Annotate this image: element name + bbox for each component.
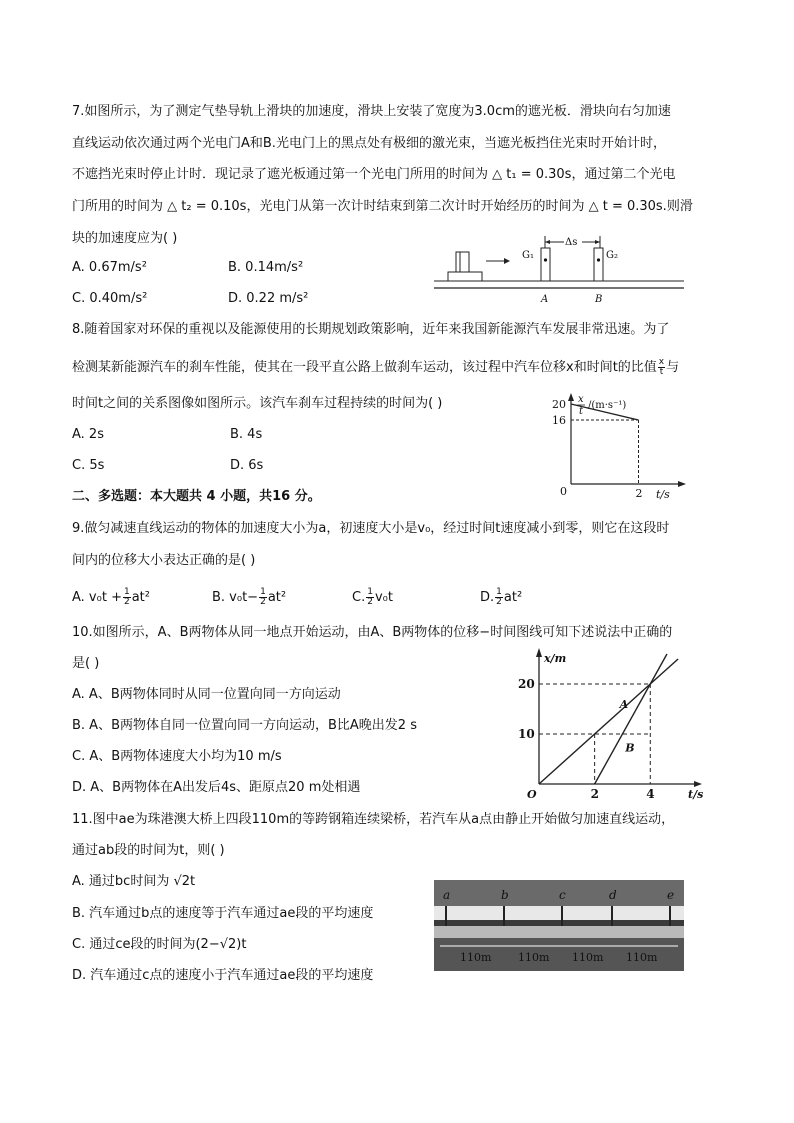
q9-opt-a-frac [123, 588, 131, 607]
q9-opt-c-tail: v₀t [374, 590, 393, 605]
q9-option-a[interactable] [72, 588, 150, 607]
q9-opt-d-frac [495, 588, 503, 607]
q9-line-2: 间内的位移大小表达正确的是( ) [72, 553, 256, 568]
q10-xt-chart [512, 646, 712, 804]
bridge-drawing [434, 880, 684, 971]
q7-line-3: 不遮挡光束时停止计时．现记录了遮光板通过第一个光电门所用的时间为 △ t₁ = 0.30s，通过第二个光电 [72, 167, 676, 182]
q11-line-1: 11.图中ae为珠港澳大桥上四段110m的等跨钢箱连续梁桥，若汽车从a点由静止开始做匀加速直线运动， [72, 812, 675, 827]
delta-s-label: Δs [565, 237, 578, 248]
q11-line-2: 通过ab段的时间为t，则( ) [72, 843, 225, 858]
half-den: 2 [123, 597, 130, 607]
q11-option-a[interactable]: A. 通过bc时间为 √2t [72, 874, 196, 889]
q7-airtrack-figure [434, 232, 690, 304]
q9-option-c[interactable] [352, 588, 393, 607]
g1-label: G₁ [522, 250, 534, 261]
q8-ratio-den: t [659, 367, 664, 377]
q8-option-c[interactable]: C. 5s [72, 458, 105, 473]
g2-label: G₂ [606, 250, 618, 261]
q9-option-d[interactable] [480, 588, 522, 607]
q8-option-b[interactable]: B. 4s [230, 427, 263, 442]
q7-option-a[interactable]: A. 0.67m/s² [72, 260, 147, 275]
bridge-span-label-3: 110m [626, 951, 658, 964]
q8-ylabel-num: x [578, 394, 584, 405]
q7-line-2: 直线运动依次通过两个光电门A和B.光电门上的黑点处有极细的激光束，当遮光板挡住光束时开始计时， [72, 136, 666, 151]
q7-option-d[interactable]: D. 0.22 m/s² [228, 291, 309, 306]
q9-option-b[interactable] [212, 588, 286, 607]
q9-opt-b-text: B. v₀t− [212, 590, 259, 605]
q8-option-d[interactable]: D. 6s [230, 458, 264, 473]
section-2-heading: 二、多选题：本大题共 4 小题，共16 分。 [72, 489, 321, 504]
q8-y-tick-1: 20 [552, 398, 566, 411]
half-num: 1 [496, 587, 502, 597]
bridge-span-label-1: 110m [518, 951, 550, 964]
q7-line-4: 门所用的时间为 △ t₂ = 0.10s，光电门从第一次计时结束到第二次计时开始经历的时间为 △ t = 0.30s.则滑 [72, 199, 693, 214]
q8-line-1: 8.随着国家对环保的重视以及能源使用的长期规划政策影响，近年来我国新能源汽车发展非常迅速。为了 [72, 322, 670, 337]
q10-series-B [595, 654, 667, 784]
q9-opt-c-text: C. [352, 590, 366, 605]
bridge-span-label-2: 110m [572, 951, 604, 964]
q10-y-tick-0: 10 [518, 727, 535, 741]
q8-x-tick-0: 2 [635, 487, 643, 500]
q10-option-a[interactable]: A. A、B两物体同时从同一位置向同一方向运动 [72, 687, 341, 702]
q8-origin-label: 0 [560, 485, 567, 498]
q7-option-b[interactable]: B. 0.14m/s² [228, 260, 304, 275]
gate-a-label: A [541, 294, 549, 305]
bridge-point-e: e [667, 888, 675, 902]
q8-ylabel-unit: /(m·s⁻¹) [588, 400, 627, 411]
half-den: 2 [260, 597, 266, 607]
q9-opt-b-tail: at² [267, 590, 287, 605]
q9-opt-d-tail: at² [503, 590, 523, 605]
q8-line-2-text: 检测某新能源汽车的刹车性能，使其在一段平直公路上做刹车运动，该过程中汽车位移x和时间t的比值 [72, 360, 657, 375]
q10-y-arrow [536, 648, 542, 657]
q7-line-5: 块的加速度应为( ) [72, 231, 178, 246]
q10-x-tick-1: 4 [646, 787, 655, 801]
bridge-point-b: b [501, 888, 509, 902]
q10-origin-label: O [527, 788, 537, 801]
bridge-point-c: c [559, 888, 566, 902]
q10-x-arrow [694, 781, 702, 787]
q8-xt-chart [550, 392, 690, 502]
q9-line-1: 9.做匀减速直线运动的物体的加速度大小为a，初速度大小是v₀，经过时间t速度减小到零，则它在这段时 [72, 521, 670, 536]
bridge-point-d: d [609, 888, 617, 902]
q10-series-A [539, 659, 678, 784]
q8-option-a[interactable]: A. 2s [72, 427, 104, 442]
q9-opt-c-frac [366, 588, 374, 607]
bridge-span-label-0: 110m [460, 951, 492, 964]
q10-line-1: 10.如图所示，A、B两物体从同一地点开始运动，由A、B两物体的位移−时间图线可知下述说法中正确的 [72, 625, 673, 640]
q8-ylabel-den: t [579, 406, 584, 417]
half-num: 1 [123, 587, 130, 597]
q9-opt-d-text: D. [480, 590, 495, 605]
q10-series-a-label: A [619, 698, 629, 711]
q9-opt-a-tail: at² [131, 590, 150, 605]
q8-line-2-end: 与 [666, 360, 680, 375]
q7-option-c[interactable]: C. 0.40m/s² [72, 291, 148, 306]
q11-bridge-photo [434, 880, 684, 971]
q10-option-d[interactable]: D. A、B两物体在A出发后4s、距原点20 m处相遇 [72, 780, 361, 795]
q8-line-2 [72, 358, 679, 377]
q11-option-c[interactable]: C. 通过ce段的时间为(2−√2)t [72, 937, 247, 952]
q8-y-arrow [568, 393, 574, 401]
q10-option-b[interactable]: B. A、B两物体自同一位置向同一方向运动，B比A晚出发2 s [72, 718, 417, 733]
q9-opt-b-frac [259, 588, 267, 607]
q10-option-c[interactable]: C. A、B两物体速度大小均为10 m/s [72, 749, 282, 764]
q8-xlabel: t/s [656, 488, 670, 501]
gate-b-label: B [595, 294, 603, 305]
half-den: 2 [367, 597, 373, 607]
half-den: 2 [496, 597, 502, 607]
q10-xlabel: t/s [688, 788, 704, 801]
q10-series-b-label: B [625, 741, 635, 755]
q10-x-tick-0: 2 [590, 787, 599, 801]
q8-line-3: 时间t之间的关系图像如图所示。该汽车刹车过程持续的时间为( ) [72, 396, 443, 411]
q10-ylabel: x/m [544, 652, 567, 665]
q8-ratio-num: x [658, 357, 665, 367]
q8-x-arrow [678, 481, 686, 487]
q11-option-b[interactable]: B. 汽车通过b点的速度等于汽车通过ae段的平均速度 [72, 906, 374, 921]
bridge-point-a: a [443, 888, 451, 902]
q7-line-1: 7.如图所示，为了测定气垫导轨上滑块的加速度，滑块上安装了宽度为3.0cm的遮光板．滑块向右匀加速 [72, 104, 671, 119]
q8-y-tick-0: 16 [552, 414, 566, 427]
half-num: 1 [260, 587, 266, 597]
q10-y-tick-1: 20 [518, 677, 535, 691]
q9-opt-a-text: A. v₀t + [72, 590, 122, 605]
q11-option-d[interactable]: D. 汽车通过c点的速度小于汽车通过ae段的平均速度 [72, 968, 374, 983]
half-num: 1 [367, 587, 373, 597]
q10-line-2: 是( ) [72, 656, 100, 671]
q8-ratio-fraction [658, 358, 665, 377]
